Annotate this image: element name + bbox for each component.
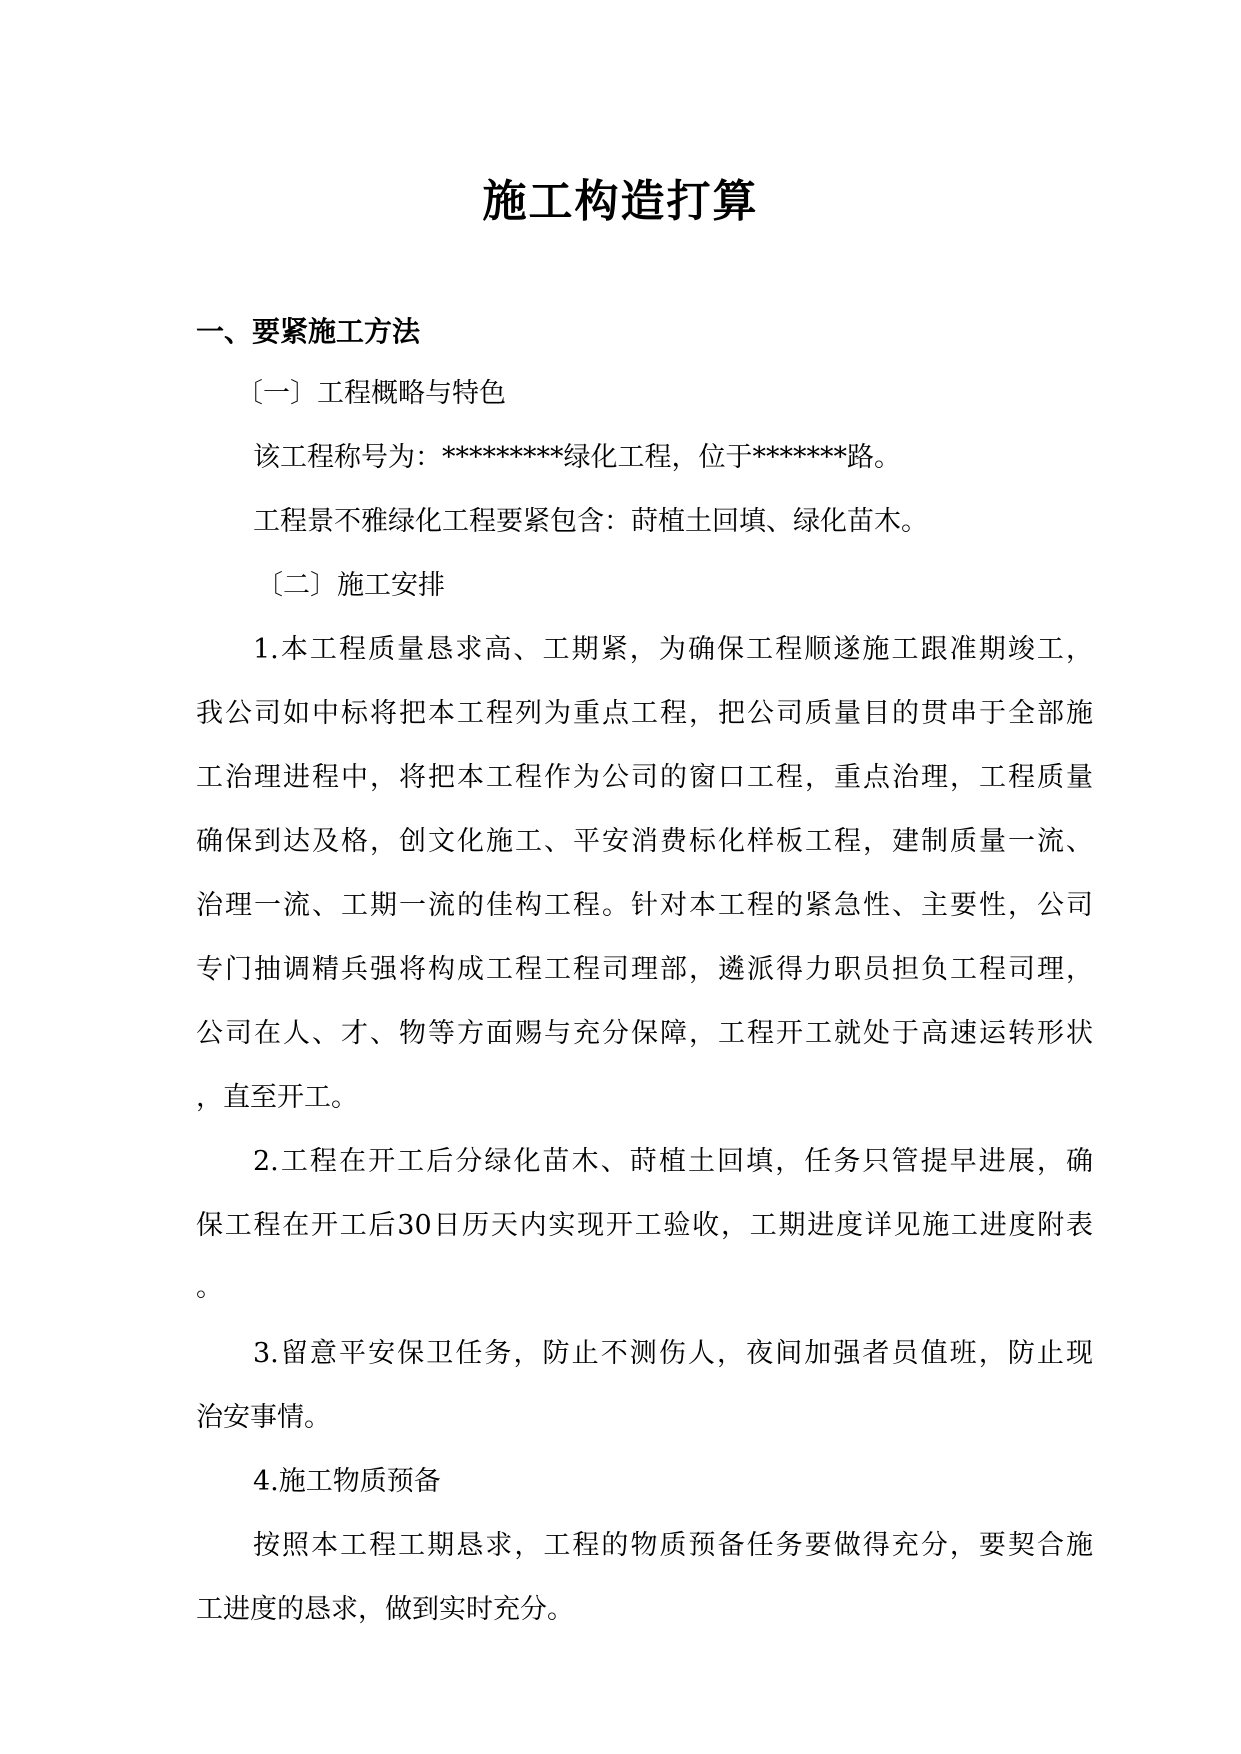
item-4-line: 工进度的恳求，做到实时充分。	[196, 1594, 574, 1625]
item-3-line: 治安事情。	[196, 1402, 331, 1433]
item-1-line: 确保到达及格，创文化施工、平安消费标化样板工程，建制质量一流、	[196, 826, 1093, 857]
item-4-line: 按照本工程工期恳求，工程的物质预备任务要做得充分，要契合施	[253, 1530, 1093, 1561]
item-3-line: 3.留意平安保卫任务，防止不测伤人，夜间加强者员值班，防止现	[253, 1338, 1093, 1369]
subsection-heading-arrangement: 〔二〕施工安排	[256, 570, 445, 601]
paragraph-project-name: 该工程称号为：*********绿化工程，位于*******路。	[253, 442, 901, 473]
item-2-line: 。	[196, 1272, 223, 1303]
subsection-heading-overview: 〔一〕工程概略与特色	[236, 378, 506, 409]
item-2-line: 2.工程在开工后分绿化苗木、莳植土回填，任务只管提早进展，确	[253, 1146, 1093, 1177]
paragraph-project-scope: 工程景不雅绿化工程要紧包含：莳植土回填、绿化苗木。	[253, 506, 928, 537]
document-title: 施工构造打算	[482, 176, 759, 227]
section-heading-main-methods: 一、要紧施工方法	[196, 315, 421, 348]
item-1-line: 专门抽调精兵强将构成工程工程司理部，遴派得力职员担负工程司理，	[196, 954, 1093, 985]
item-1-line: 工治理进程中，将把本工程作为公司的窗口工程，重点治理，工程质量	[196, 762, 1093, 793]
item-1-line: 公司在人、才、物等方面赐与充分保障，工程开工就处于高速运转形状	[196, 1018, 1093, 1049]
item-1-line: ，直至开工。	[196, 1082, 358, 1113]
item-2-line: 保工程在开工后30日历天内实现开工验收，工期进度详见施工进度附表	[196, 1210, 1093, 1241]
item-1-line: 治理一流、工期一流的佳构工程。针对本工程的紧急性、主要性，公司	[196, 890, 1093, 921]
item-1-line: 我公司如中标将把本工程列为重点工程，把公司质量目的贯串于全部施	[196, 698, 1093, 729]
item-4-heading: 4.施工物质预备	[253, 1466, 441, 1497]
item-1-line: 1.本工程质量恳求高、工期紧，为确保工程顺遂施工跟准期竣工，	[253, 634, 1093, 665]
